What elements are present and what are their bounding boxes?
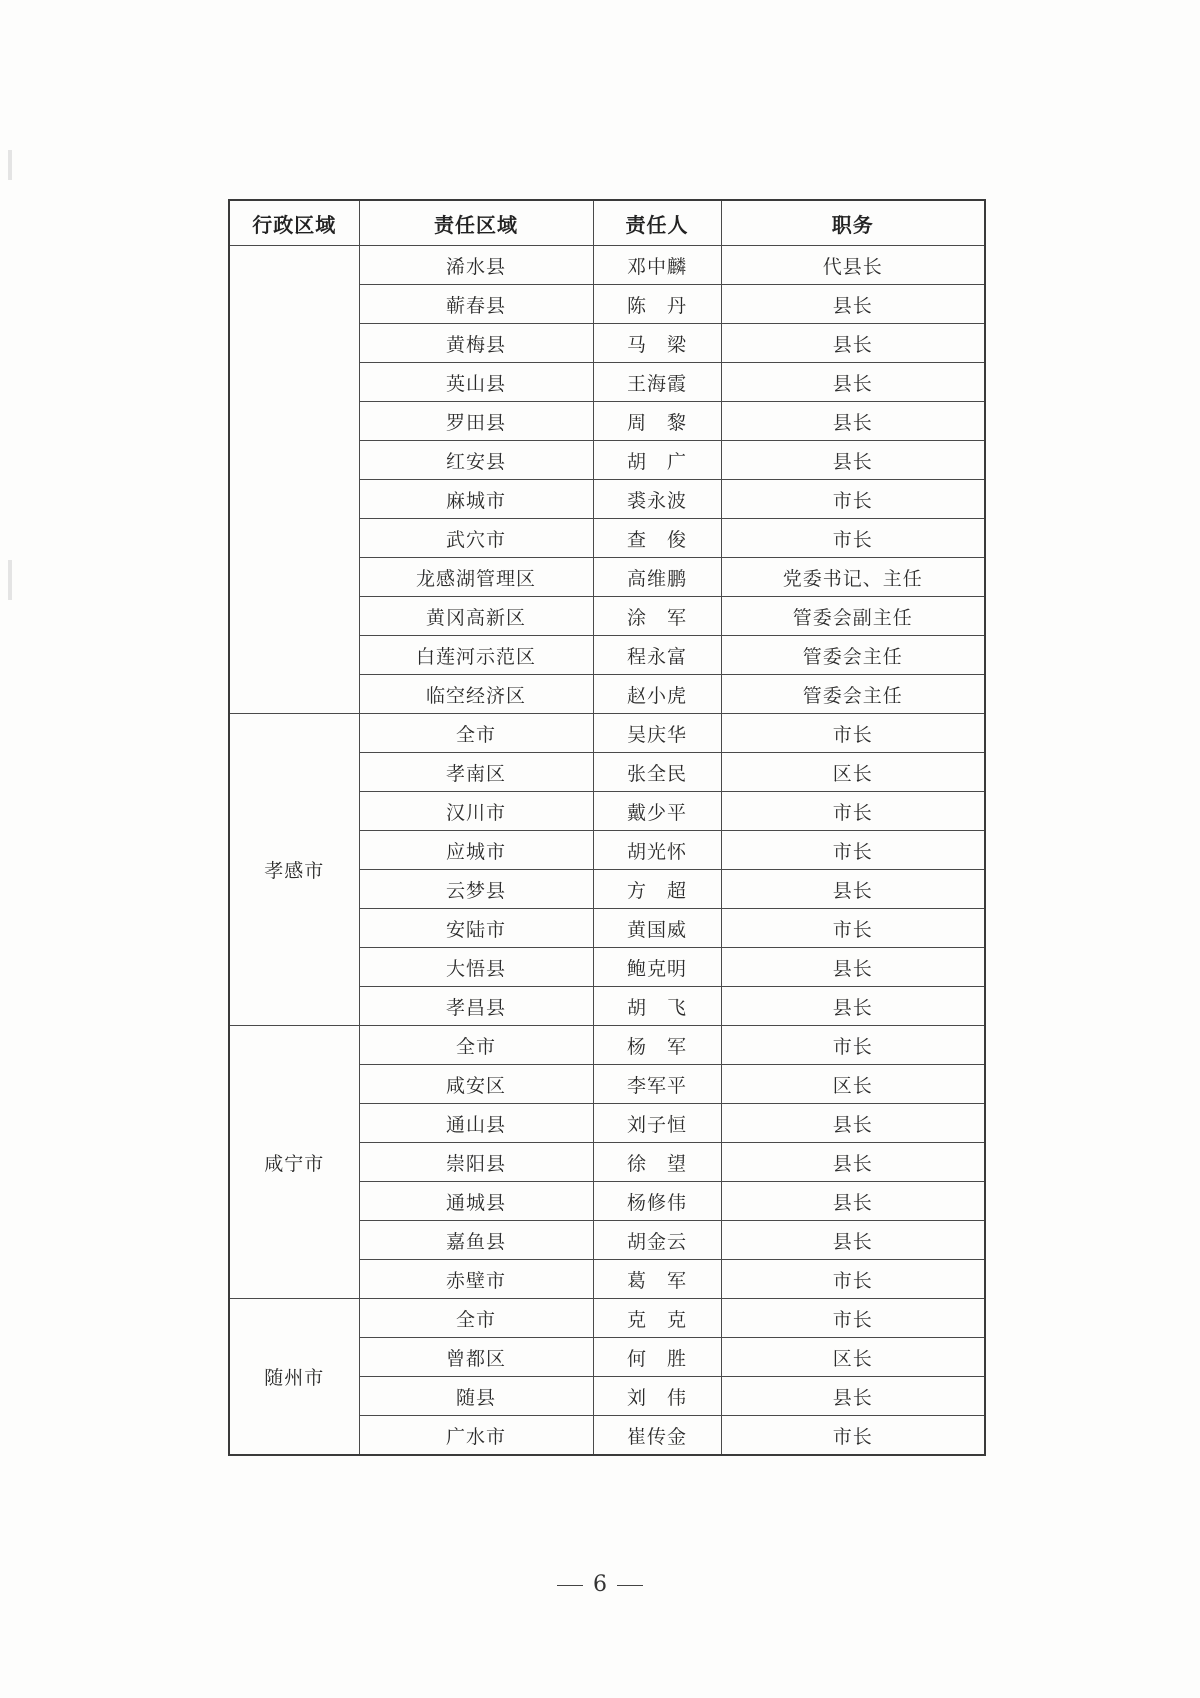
area-cell: 随县 (359, 1377, 593, 1416)
area-cell: 通城县 (359, 1182, 593, 1221)
region-cell: 孝感市 (229, 714, 359, 1026)
person-cell: 王海霞 (593, 363, 721, 402)
post-cell: 县长 (721, 987, 985, 1026)
area-cell: 广水市 (359, 1416, 593, 1456)
person-cell: 黄国威 (593, 909, 721, 948)
post-cell: 管委会主任 (721, 675, 985, 714)
post-cell: 县长 (721, 402, 985, 441)
person-cell: 鲍克明 (593, 948, 721, 987)
post-cell: 市长 (721, 792, 985, 831)
area-cell: 浠水县 (359, 246, 593, 285)
header-post: 职务 (721, 200, 985, 246)
person-cell: 杨修伟 (593, 1182, 721, 1221)
person-cell: 胡 广 (593, 441, 721, 480)
area-cell: 黄梅县 (359, 324, 593, 363)
area-cell: 云梦县 (359, 870, 593, 909)
person-cell: 涂 军 (593, 597, 721, 636)
area-cell: 临空经济区 (359, 675, 593, 714)
scan-artifact (8, 560, 12, 600)
person-cell: 张全民 (593, 753, 721, 792)
person-cell: 邓中麟 (593, 246, 721, 285)
post-cell: 市长 (721, 714, 985, 753)
person-cell: 周 黎 (593, 402, 721, 441)
area-cell: 应城市 (359, 831, 593, 870)
responsibility-table (228, 199, 986, 1456)
region-cell (229, 246, 359, 714)
area-cell: 黄冈高新区 (359, 597, 593, 636)
post-cell: 县长 (721, 441, 985, 480)
post-cell: 县长 (721, 324, 985, 363)
person-cell: 吴庆华 (593, 714, 721, 753)
post-cell: 县长 (721, 1221, 985, 1260)
post-cell: 县长 (721, 1143, 985, 1182)
post-cell: 市长 (721, 480, 985, 519)
area-cell: 安陆市 (359, 909, 593, 948)
post-cell: 县长 (721, 1104, 985, 1143)
post-cell: 区长 (721, 1338, 985, 1377)
person-cell: 查 俊 (593, 519, 721, 558)
area-cell: 孝南区 (359, 753, 593, 792)
table-row (229, 714, 985, 753)
post-cell: 管委会主任 (721, 636, 985, 675)
area-cell: 赤壁市 (359, 1260, 593, 1299)
post-cell: 市长 (721, 519, 985, 558)
person-cell: 陈 丹 (593, 285, 721, 324)
post-cell: 代县长 (721, 246, 985, 285)
person-cell: 李军平 (593, 1065, 721, 1104)
area-cell: 罗田县 (359, 402, 593, 441)
area-cell: 全市 (359, 1026, 593, 1065)
person-cell: 胡 飞 (593, 987, 721, 1026)
header-area: 责任区域 (359, 200, 593, 246)
post-cell: 市长 (721, 1260, 985, 1299)
person-cell: 杨 军 (593, 1026, 721, 1065)
table-header (229, 200, 985, 246)
post-cell: 区长 (721, 753, 985, 792)
person-cell: 胡金云 (593, 1221, 721, 1260)
area-cell: 白莲河示范区 (359, 636, 593, 675)
person-cell: 徐 望 (593, 1143, 721, 1182)
post-cell: 党委书记、主任 (721, 558, 985, 597)
table-row (229, 1026, 985, 1065)
area-cell: 武穴市 (359, 519, 593, 558)
person-cell: 戴少平 (593, 792, 721, 831)
post-cell: 区长 (721, 1065, 985, 1104)
post-cell: 市长 (721, 831, 985, 870)
region-cell: 咸宁市 (229, 1026, 359, 1299)
person-cell: 马 梁 (593, 324, 721, 363)
person-cell: 程永富 (593, 636, 721, 675)
header-region: 行政区域 (229, 200, 359, 246)
area-cell: 红安县 (359, 441, 593, 480)
post-cell: 市长 (721, 1299, 985, 1338)
area-cell: 全市 (359, 714, 593, 753)
area-cell: 汉川市 (359, 792, 593, 831)
table-row (229, 246, 985, 285)
footer-dash-right (617, 1585, 643, 1586)
post-cell: 县长 (721, 1182, 985, 1221)
post-cell: 县长 (721, 1377, 985, 1416)
area-cell: 通山县 (359, 1104, 593, 1143)
person-cell: 裘永波 (593, 480, 721, 519)
header-row (229, 200, 985, 246)
person-cell: 刘 伟 (593, 1377, 721, 1416)
person-cell: 克 克 (593, 1299, 721, 1338)
page-footer (0, 1572, 1200, 1597)
person-cell: 胡光怀 (593, 831, 721, 870)
person-cell: 崔传金 (593, 1416, 721, 1456)
area-cell: 崇阳县 (359, 1143, 593, 1182)
table-row (229, 1299, 985, 1338)
post-cell: 市长 (721, 909, 985, 948)
area-cell: 全市 (359, 1299, 593, 1338)
area-cell: 嘉鱼县 (359, 1221, 593, 1260)
person-cell: 何 胜 (593, 1338, 721, 1377)
post-cell: 县长 (721, 363, 985, 402)
post-cell: 县长 (721, 285, 985, 324)
area-cell: 曾都区 (359, 1338, 593, 1377)
post-cell: 市长 (721, 1416, 985, 1456)
person-cell: 葛 军 (593, 1260, 721, 1299)
table-body (229, 246, 985, 1456)
post-cell: 市长 (721, 1026, 985, 1065)
area-cell: 龙感湖管理区 (359, 558, 593, 597)
person-cell: 赵小虎 (593, 675, 721, 714)
page-number: 6 (593, 1572, 607, 1597)
region-cell: 随州市 (229, 1299, 359, 1456)
area-cell: 英山县 (359, 363, 593, 402)
area-cell: 大悟县 (359, 948, 593, 987)
area-cell: 蕲春县 (359, 285, 593, 324)
post-cell: 县长 (721, 948, 985, 987)
area-cell: 咸安区 (359, 1065, 593, 1104)
post-cell: 管委会副主任 (721, 597, 985, 636)
person-cell: 刘子恒 (593, 1104, 721, 1143)
header-person: 责任人 (593, 200, 721, 246)
footer-dash-left (557, 1585, 583, 1586)
person-cell: 方 超 (593, 870, 721, 909)
area-cell: 麻城市 (359, 480, 593, 519)
scan-artifact (8, 150, 12, 180)
area-cell: 孝昌县 (359, 987, 593, 1026)
person-cell: 高维鹏 (593, 558, 721, 597)
post-cell: 县长 (721, 870, 985, 909)
